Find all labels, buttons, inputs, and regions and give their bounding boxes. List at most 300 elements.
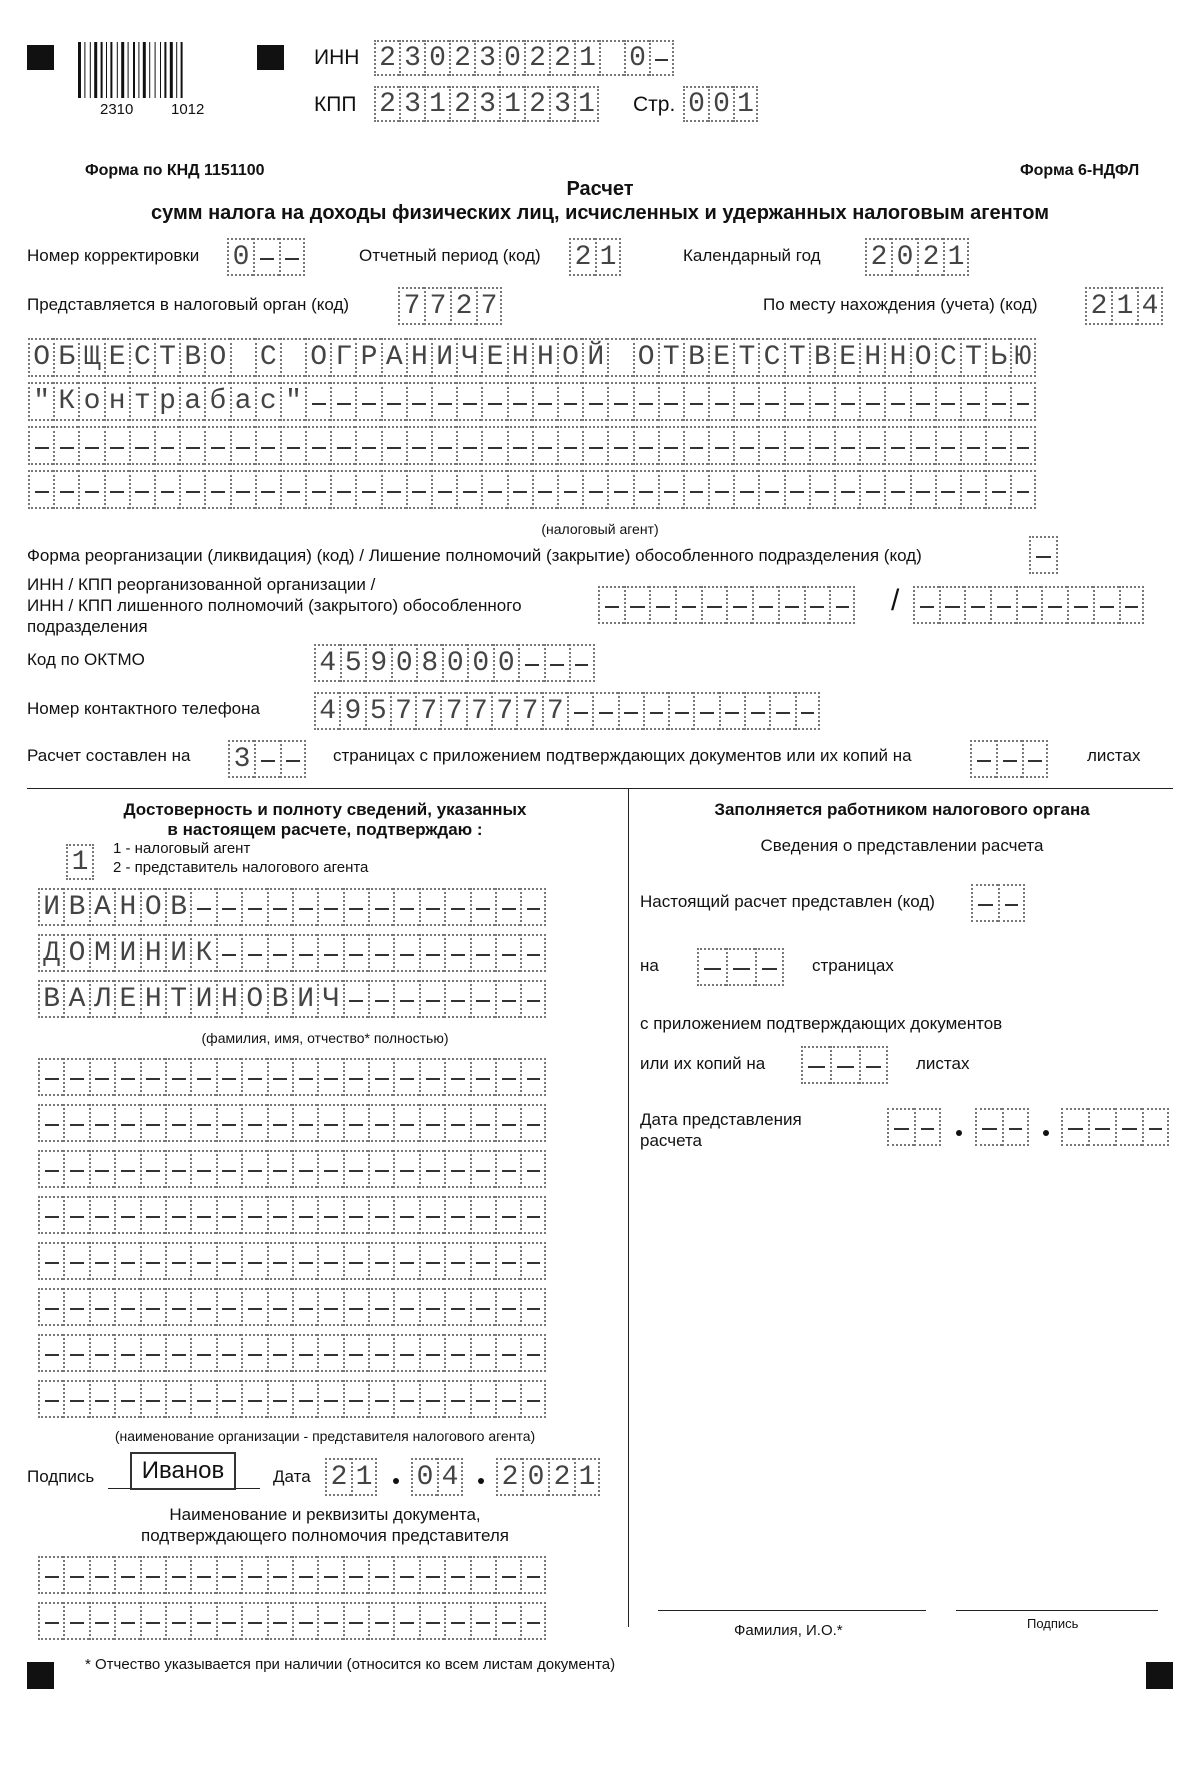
field-cell xyxy=(190,1242,215,1280)
field-cell xyxy=(985,426,1010,465)
field-cell xyxy=(165,1556,190,1594)
field-cell xyxy=(89,1150,114,1188)
rep-org-row-6[interactable] xyxy=(38,1288,546,1326)
barcode-bar xyxy=(94,42,97,98)
field-cell: Щ xyxy=(78,338,103,377)
field-cell: О xyxy=(63,934,88,972)
signer-option-1: 1 - налоговый агент xyxy=(113,840,251,857)
field-cell: 2 xyxy=(450,287,476,325)
period-label: Отчетный период (код) xyxy=(359,246,541,265)
field-cell xyxy=(165,1602,190,1640)
field-cell: 2 xyxy=(524,40,549,76)
field-cell: 4 xyxy=(437,1458,463,1496)
field-cell: О xyxy=(633,338,658,377)
field-cell xyxy=(216,888,241,926)
field-cell xyxy=(38,1334,63,1372)
field-cell xyxy=(190,1104,215,1142)
barcode-bar xyxy=(155,42,156,98)
field-cell xyxy=(38,1104,63,1142)
field-cell xyxy=(292,888,317,926)
field-cell xyxy=(216,1196,241,1234)
field-cell xyxy=(419,888,444,926)
barcode-number-left: 2310 xyxy=(100,101,134,118)
field-cell: 8 xyxy=(416,644,442,682)
signature-box[interactable] xyxy=(130,1452,236,1490)
field-cell xyxy=(998,884,1025,922)
field-cell: 7 xyxy=(398,287,424,325)
sign-date-day-cells[interactable] xyxy=(325,1458,377,1496)
reorg-inn-label-1: ИНН / КПП реорганизованной организации / xyxy=(27,575,376,594)
field-cell xyxy=(190,1602,215,1640)
field-cell xyxy=(701,586,727,624)
field-cell xyxy=(317,1058,342,1096)
field-cell xyxy=(343,1058,368,1096)
field-cell xyxy=(114,1058,139,1096)
field-cell xyxy=(804,586,830,624)
submission-subheading: Сведения о представлении расчета xyxy=(760,836,1044,855)
field-cell xyxy=(567,692,592,730)
officer-date-day-cells[interactable] xyxy=(887,1108,941,1146)
field-cell xyxy=(649,586,675,624)
field-cell xyxy=(292,1556,317,1594)
field-cell: В xyxy=(267,980,292,1018)
field-cell xyxy=(683,470,708,509)
field-cell: Н xyxy=(140,980,165,1018)
field-cell xyxy=(317,1602,342,1640)
phone-cells[interactable] xyxy=(314,692,820,730)
field-cell xyxy=(368,1380,393,1418)
rep-org-row-5[interactable] xyxy=(38,1242,546,1280)
sign-date-year-cells[interactable] xyxy=(496,1458,600,1496)
field-cell xyxy=(63,1334,88,1372)
field-cell xyxy=(419,980,444,1018)
field-cell xyxy=(1067,586,1093,624)
location-cells[interactable] xyxy=(1085,287,1163,325)
pages-mid-label: страницах с приложением подтверждающих документов или их копий на xyxy=(333,746,912,765)
field-cell: т xyxy=(129,382,154,421)
field-cell xyxy=(1002,1108,1029,1146)
field-cell xyxy=(343,1104,368,1142)
oktmo-cells[interactable] xyxy=(314,644,595,682)
field-cell: Н xyxy=(216,980,241,1018)
field-cell xyxy=(431,426,456,465)
field-cell: О xyxy=(305,338,330,377)
field-cell xyxy=(305,470,330,509)
correction-cells[interactable] xyxy=(227,238,305,276)
tax-office-cells[interactable] xyxy=(398,287,502,325)
field-cell xyxy=(419,1196,444,1234)
officer-pages-label: страницах xyxy=(812,956,894,975)
field-cell xyxy=(241,1380,266,1418)
field-cell xyxy=(582,470,607,509)
field-cell: 2 xyxy=(374,86,399,122)
field-cell xyxy=(140,1104,165,1142)
field-cell xyxy=(444,1058,469,1096)
field-cell: Т xyxy=(784,338,809,377)
field-cell xyxy=(607,382,632,421)
copies-label: или их копий на xyxy=(640,1054,766,1073)
surname-cells[interactable] xyxy=(38,888,546,926)
field-cell xyxy=(129,470,154,509)
field-cell xyxy=(393,1334,418,1372)
field-cell xyxy=(960,382,985,421)
field-cell: М xyxy=(89,934,114,972)
field-cell xyxy=(470,980,495,1018)
field-cell: К xyxy=(53,382,78,421)
field-cell xyxy=(444,1196,469,1234)
field-cell: 2 xyxy=(496,1458,522,1496)
field-cell xyxy=(267,888,292,926)
field-cell: 4 xyxy=(314,692,339,730)
field-cell xyxy=(330,382,355,421)
rep-org-caption: (наименование организации - представителя налогового агента) xyxy=(114,1428,536,1444)
field-cell xyxy=(495,1288,520,1326)
page-number-cells[interactable] xyxy=(683,86,758,122)
date-label-1: Дата представления xyxy=(640,1110,802,1129)
field-cell xyxy=(708,426,733,465)
field-cell xyxy=(292,1602,317,1640)
field-cell xyxy=(63,1380,88,1418)
field-cell xyxy=(292,1242,317,1280)
field-cell xyxy=(292,1288,317,1326)
field-cell xyxy=(241,1288,266,1326)
field-cell xyxy=(53,470,78,509)
barcode-bar xyxy=(121,42,124,98)
field-cell: 0 xyxy=(467,644,493,682)
field-cell: 2 xyxy=(548,1458,574,1496)
reorg-inn-cells[interactable] xyxy=(598,586,855,624)
field-cell xyxy=(38,1242,63,1280)
field-cell xyxy=(190,1150,215,1188)
field-cell xyxy=(859,470,884,509)
field-cell xyxy=(784,426,809,465)
field-cell: К xyxy=(190,934,215,972)
field-cell xyxy=(255,470,280,509)
field-cell xyxy=(495,934,520,972)
field-cell: 0 xyxy=(411,1458,437,1496)
field-cell xyxy=(343,1602,368,1640)
field-cell: Ю xyxy=(1010,338,1035,377)
signer-code-cell[interactable] xyxy=(66,844,94,880)
field-cell xyxy=(343,934,368,972)
field-cell xyxy=(481,470,506,509)
corner-marker-bottom-left xyxy=(27,1662,54,1689)
field-cell xyxy=(495,1150,520,1188)
rep-org-row-7[interactable] xyxy=(38,1334,546,1372)
field-cell xyxy=(317,1334,342,1372)
signer-option-2: 2 - представитель налогового агента xyxy=(113,859,369,876)
field-cell xyxy=(520,1602,545,1640)
field-cell: 2 xyxy=(1085,287,1111,325)
field-cell xyxy=(532,426,557,465)
signature-label: Подпись xyxy=(27,1467,95,1486)
on-label: на xyxy=(640,956,659,975)
year-cells[interactable] xyxy=(865,238,969,276)
officer-pages-cells[interactable] xyxy=(697,948,784,986)
corner-marker-top-right xyxy=(257,45,284,70)
field-cell xyxy=(719,692,744,730)
field-cell: И xyxy=(38,888,63,926)
field-cell xyxy=(607,470,632,509)
field-cell xyxy=(63,1150,88,1188)
field-cell xyxy=(230,426,255,465)
field-cell xyxy=(53,426,78,465)
column-divider xyxy=(628,788,629,1627)
field-cell xyxy=(267,1380,292,1418)
field-cell xyxy=(393,1058,418,1096)
field-cell xyxy=(755,948,784,986)
doc-row-2[interactable] xyxy=(38,1602,546,1640)
field-cell xyxy=(470,1288,495,1326)
field-cell xyxy=(495,1196,520,1234)
field-cell xyxy=(507,426,532,465)
field-cell xyxy=(859,382,884,421)
field-cell xyxy=(495,1380,520,1418)
rep-org-row-3[interactable] xyxy=(38,1150,546,1188)
field-cell xyxy=(393,1288,418,1326)
name-cells[interactable] xyxy=(38,934,546,972)
field-cell xyxy=(114,1556,139,1594)
field-cell xyxy=(910,382,935,421)
field-cell xyxy=(733,382,758,421)
barcode-bar xyxy=(176,42,177,98)
field-cell xyxy=(935,470,960,509)
reorg-inn-label-3: подразделения xyxy=(27,617,148,636)
field-cell xyxy=(910,426,935,465)
field-cell: 0 xyxy=(891,238,917,276)
field-cell xyxy=(444,1242,469,1280)
field-cell xyxy=(532,470,557,509)
section-divider xyxy=(27,788,1173,789)
field-cell: Е xyxy=(104,338,129,377)
officer-signature-caption: Подпись xyxy=(1027,1616,1079,1631)
field-cell xyxy=(230,338,255,377)
tax-officer-heading: Заполняется работником налогового органа xyxy=(714,800,1090,819)
field-cell xyxy=(216,1556,241,1594)
field-cell xyxy=(230,470,255,509)
rep-org-row-2[interactable] xyxy=(38,1104,546,1142)
field-cell xyxy=(444,1288,469,1326)
doc-row-1[interactable] xyxy=(38,1556,546,1594)
attachment-sheets-cells[interactable] xyxy=(970,740,1048,778)
field-cell xyxy=(693,692,718,730)
org-name-row-3[interactable] xyxy=(28,426,1036,465)
field-cell xyxy=(63,1556,88,1594)
field-cell: Т xyxy=(165,980,190,1018)
field-cell xyxy=(317,1380,342,1418)
field-cell xyxy=(216,1104,241,1142)
field-cell xyxy=(520,934,545,972)
officer-date-month-cells[interactable] xyxy=(975,1108,1029,1146)
field-cell xyxy=(518,644,544,682)
sign-date-month-cells[interactable] xyxy=(411,1458,463,1496)
field-cell xyxy=(744,692,769,730)
officer-date-dot-2 xyxy=(1043,1130,1049,1136)
field-cell: 5 xyxy=(340,644,366,682)
field-cell xyxy=(495,980,520,1018)
barcode-bar xyxy=(84,42,85,98)
field-cell: 2 xyxy=(549,40,574,76)
field-cell xyxy=(368,1602,393,1640)
field-cell: 1 xyxy=(943,238,969,276)
field-cell xyxy=(292,1196,317,1234)
field-cell xyxy=(253,238,279,276)
org-name-row-4[interactable] xyxy=(28,470,1036,509)
field-cell xyxy=(190,1556,215,1594)
field-cell xyxy=(733,470,758,509)
sign-date-label: Дата xyxy=(273,1467,311,1486)
field-cell xyxy=(368,1150,393,1188)
field-cell xyxy=(292,1334,317,1372)
field-cell xyxy=(267,1334,292,1372)
field-cell: 1 xyxy=(595,238,621,276)
field-cell: 2 xyxy=(325,1458,351,1496)
pages-label: Расчет составлен на xyxy=(27,746,191,765)
field-cell: 7 xyxy=(466,692,491,730)
field-cell: 1 xyxy=(499,86,524,122)
field-cell xyxy=(393,980,418,1018)
officer-sheets-label: листах xyxy=(916,1054,970,1073)
field-cell xyxy=(140,1242,165,1280)
patronymic-cells[interactable] xyxy=(38,980,546,1018)
field-cell: В xyxy=(809,338,834,377)
field-cell xyxy=(624,586,650,624)
field-cell xyxy=(726,586,752,624)
barcode-bar xyxy=(110,42,112,98)
field-cell xyxy=(778,586,804,624)
inn-label: ИНН xyxy=(314,46,360,69)
rep-org-row-8[interactable] xyxy=(38,1380,546,1418)
field-cell: В xyxy=(38,980,63,1018)
tax-office-label: Представляется в налоговый орган (код) xyxy=(27,295,350,314)
field-cell xyxy=(419,1150,444,1188)
field-cell xyxy=(89,1334,114,1372)
field-cell xyxy=(419,1602,444,1640)
field-cell xyxy=(683,426,708,465)
field-cell: С xyxy=(129,338,154,377)
field-cell xyxy=(569,644,595,682)
field-cell: 0 xyxy=(499,40,524,76)
location-label: По месту нахождения (учета) (код) xyxy=(763,295,1038,314)
field-cell xyxy=(1088,1108,1115,1146)
field-cell: 2 xyxy=(524,86,549,122)
field-cell xyxy=(495,1242,520,1280)
rep-org-row-1[interactable] xyxy=(38,1058,546,1096)
field-cell xyxy=(658,382,683,421)
field-cell: 3 xyxy=(399,86,424,122)
org-name-row-2[interactable] xyxy=(28,382,1036,421)
presented-code-cells[interactable] xyxy=(971,884,1025,922)
reorg-kpp-cells[interactable] xyxy=(913,586,1144,624)
correction-label: Номер корректировки xyxy=(27,246,200,265)
field-cell: Е xyxy=(834,338,859,377)
field-cell xyxy=(28,470,53,509)
reorg-code-cells[interactable] xyxy=(1029,536,1058,574)
field-cell xyxy=(752,586,778,624)
field-cell xyxy=(280,470,305,509)
field-cell xyxy=(769,692,794,730)
field-cell xyxy=(520,888,545,926)
officer-copies-cells[interactable] xyxy=(801,1046,888,1084)
field-cell: 0 xyxy=(442,644,468,682)
field-cell xyxy=(165,1288,190,1326)
field-cell xyxy=(38,1602,63,1640)
field-cell xyxy=(859,1046,888,1084)
reorg-inn-label-2: ИНН / КПП лишенного полномочий (закрытого) обособленного xyxy=(27,596,522,615)
field-cell: " xyxy=(28,382,53,421)
field-cell xyxy=(470,1242,495,1280)
org-name-row-1[interactable] xyxy=(28,338,1036,377)
inn-cells[interactable] xyxy=(374,40,674,76)
field-cell xyxy=(419,1288,444,1326)
field-cell xyxy=(444,1150,469,1188)
field-cell xyxy=(470,934,495,972)
field-cell: 0 xyxy=(708,86,733,122)
agent-caption: (налоговый агент) xyxy=(541,521,659,537)
field-cell xyxy=(758,426,783,465)
field-cell xyxy=(165,1196,190,1234)
field-cell xyxy=(758,382,783,421)
field-cell xyxy=(683,382,708,421)
field-cell xyxy=(154,426,179,465)
field-cell xyxy=(633,382,658,421)
barcode-bar xyxy=(117,42,118,98)
field-cell xyxy=(179,470,204,509)
oktmo-label: Код по ОКТМО xyxy=(27,650,145,669)
sign-date-dot-1 xyxy=(393,1478,399,1484)
field-cell: 1 xyxy=(574,40,599,76)
field-cell: Н xyxy=(406,338,431,377)
field-cell xyxy=(63,1288,88,1326)
officer-date-year-cells[interactable] xyxy=(1061,1108,1169,1146)
field-cell: 2 xyxy=(449,86,474,122)
field-cell xyxy=(241,1242,266,1280)
field-cell xyxy=(343,1196,368,1234)
field-cell xyxy=(368,980,393,1018)
field-cell xyxy=(960,426,985,465)
field-cell xyxy=(470,1150,495,1188)
barcode-number-right: 1012 xyxy=(171,101,205,118)
field-cell xyxy=(470,1104,495,1142)
barcode-bar xyxy=(164,42,166,98)
officer-date-dot-1 xyxy=(956,1130,962,1136)
field-cell xyxy=(520,1242,545,1280)
field-cell xyxy=(114,1334,139,1372)
barcode xyxy=(76,42,226,100)
period-cells[interactable] xyxy=(569,238,621,276)
field-cell xyxy=(520,1104,545,1142)
field-cell xyxy=(368,1058,393,1096)
year-label: Календарный год xyxy=(683,246,821,265)
pages-count-cells[interactable] xyxy=(228,740,306,778)
kpp-label: КПП xyxy=(314,93,357,116)
field-cell xyxy=(393,1602,418,1640)
field-cell xyxy=(520,1380,545,1418)
field-cell: Т xyxy=(658,338,683,377)
barcode-bar xyxy=(133,42,135,98)
field-cell xyxy=(89,1602,114,1640)
field-cell xyxy=(1115,1108,1142,1146)
kpp-cells[interactable] xyxy=(374,86,599,122)
rep-org-row-4[interactable] xyxy=(38,1196,546,1234)
field-cell xyxy=(834,382,859,421)
field-cell xyxy=(368,1288,393,1326)
field-cell: 0 xyxy=(227,238,253,276)
date-label-2: расчета xyxy=(640,1131,703,1150)
field-cell xyxy=(544,644,570,682)
field-cell xyxy=(532,382,557,421)
field-cell: Е xyxy=(708,338,733,377)
